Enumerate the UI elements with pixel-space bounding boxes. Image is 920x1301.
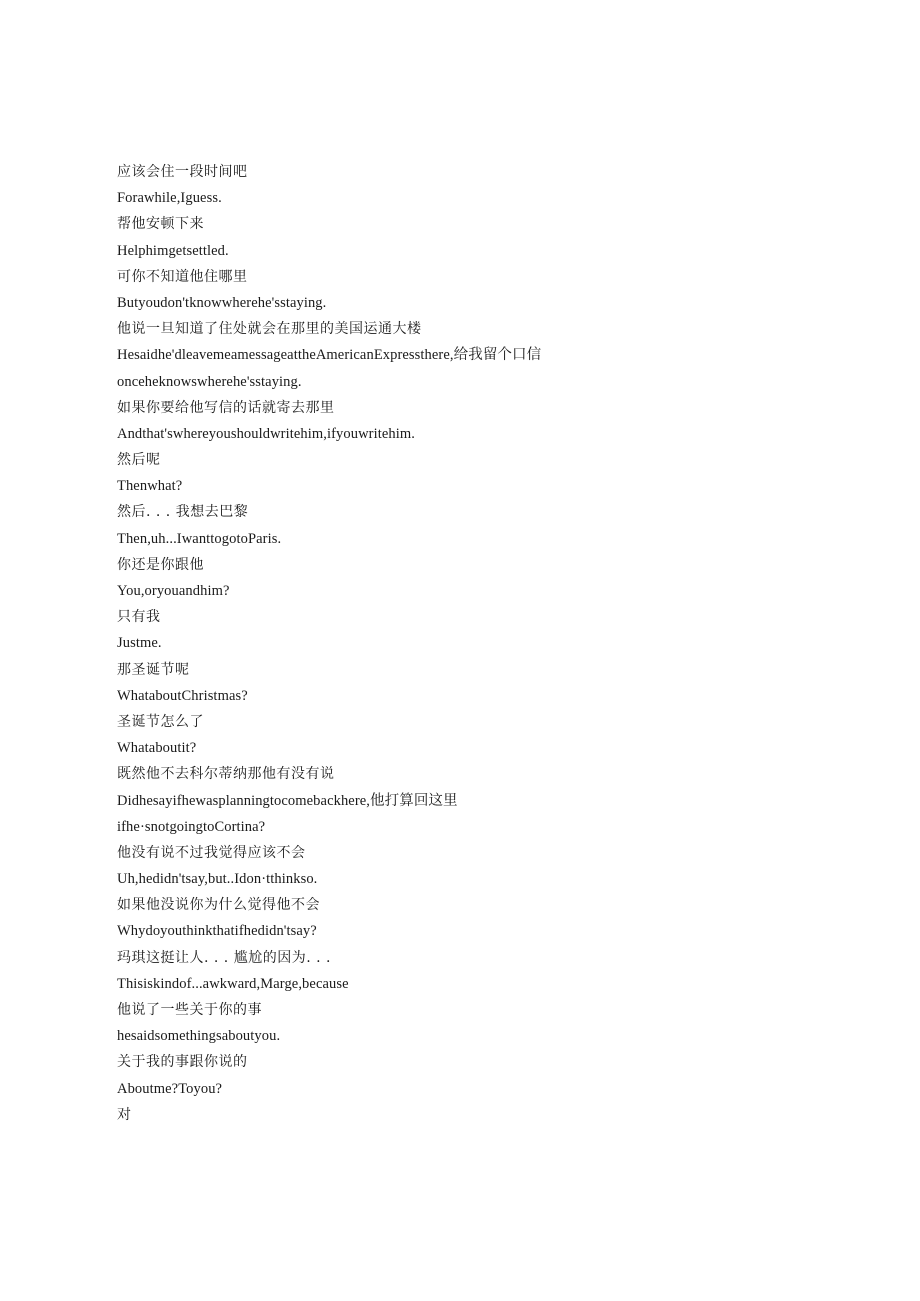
line-chinese: 关于我的事跟你说的	[117, 1054, 248, 1071]
line-chinese: 帮他安顿下来	[117, 216, 204, 233]
line-english: Uh,hedidn'tsay,but..Idon·tthinkso.	[117, 871, 318, 888]
line-chinese: 那圣诞节呢	[117, 661, 190, 678]
line-chinese: 如果你要给他写信的话就寄去那里	[117, 399, 335, 416]
line-english: Butyoudon'tknowwherehe'sstaying.	[117, 294, 327, 311]
line-chinese: 然后. . . 我想去巴黎	[117, 504, 249, 521]
line-chinese: 如果他没说你为什么觉得他不会	[117, 897, 320, 914]
line-english: You,oryouandhim?	[117, 583, 230, 599]
line-chinese: 他说一旦知道了住处就会在那里的美国运通大楼	[117, 321, 422, 338]
line-chinese: 然后呢	[117, 452, 161, 469]
line-english: Justme.	[117, 635, 162, 652]
line-english: Helphimgetsettled.	[117, 242, 229, 259]
line-english: Whydoyouthinkthatifhedidn'tsay?	[117, 923, 317, 940]
line-chinese: 既然他不去科尔蒂纳那他有没有说	[117, 766, 335, 783]
line-english: WhataboutChristmas?	[117, 687, 248, 704]
line-english: Didhesayifhewasplanningtocomebackhere,他打算回这里	[117, 792, 458, 809]
line-english: Hesaidhe'dleavemeamessageattheAmericanExpressthere,给我留个口信	[117, 347, 542, 364]
line-chinese: 你还是你跟他	[117, 556, 204, 573]
line-chinese: 只有我	[117, 609, 161, 626]
line-chinese: 玛琪这挺让人. . . 尴尬的因为. . .	[117, 949, 331, 966]
line-english: onceheknowswherehe'sstaying.	[117, 373, 302, 390]
line-english: Andthat'swhereyoushouldwritehim,ifyouwritehim.	[117, 425, 415, 442]
line-english: Then,uh...IwanttogotoParis.	[117, 530, 282, 547]
line-english: Whataboutit?	[117, 740, 197, 757]
line-chinese: 圣诞节怎么了	[117, 713, 204, 730]
line-chinese: 他没有说不过我觉得应该不会	[117, 844, 306, 861]
line-chinese: 可你不知道他住哪里	[117, 268, 248, 285]
line-chinese: 应该会住一段时间吧	[117, 164, 248, 180]
line-english: Forawhile,Iguess.	[117, 190, 222, 207]
line-english: Thenwhat?	[117, 478, 183, 495]
line-english: Aboutme?Toyou?	[117, 1080, 223, 1097]
line-chinese: 他说了一些关于你的事	[117, 1002, 262, 1018]
line-english: ifhe·snotgoingtoCortina?	[117, 818, 266, 835]
line-english: hesaidsomethingsaboutyou.	[117, 1028, 281, 1045]
line-chinese: 对	[117, 1106, 132, 1123]
line-english: Thisiskindof...awkward,Marge,because	[117, 975, 349, 992]
transcript	[117, 159, 817, 1128]
